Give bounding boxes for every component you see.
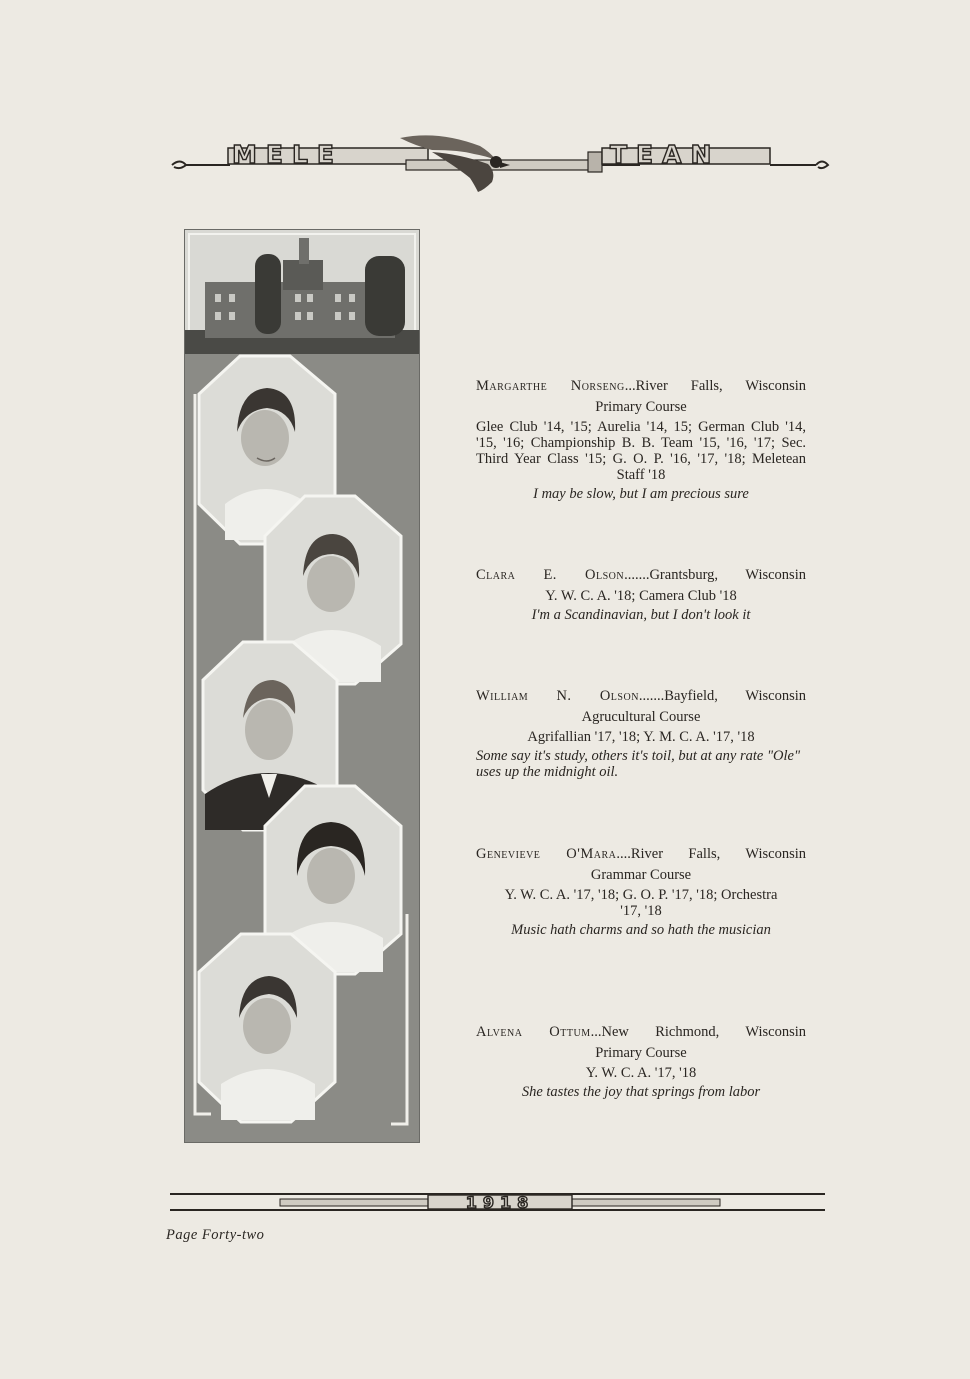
entry-activities: Agrifallian '17, '18; Y. M. C. A. '17, '18 (527, 729, 755, 745)
entry-william-olson: William N. Olson.......Bayfield, Wisconsin Agrucultural Course Agrifallian '17, '18; Y. M. C. A. '17, '18 Some say it's study, others it's toil, but at any rate "Ole" uses up the midnight oil. (476, 688, 806, 780)
entry-hometown: River Falls, Wisconsin (630, 846, 806, 862)
entry-norseng: Margarthe Norseng...River Falls, Wisconsin Primary Course Glee Club '14, '15; Aurelia '14, 15; German Club '14, '15, '16; Championship B. B. Team '15, '16, '17; Sec. Third Year Class '15; G. O. P. '16, '17, '18; Meletean Staff '18 I may be slow, but I am precious sure (476, 378, 806, 502)
meletean-banner (170, 132, 830, 194)
footer-year: 1918 (465, 1193, 535, 1212)
banner-left-word: MELE (232, 140, 343, 169)
entry-course: Primary Course (595, 1045, 687, 1061)
entry-name: William N. Olson (476, 688, 639, 704)
entry-course: Agrucultural Course (581, 709, 701, 725)
entry-activities: Y. W. C. A. '17, '18; G. O. P. '17, '18; Orchestra '17, '18 (504, 887, 778, 919)
entry-genevieve-omara: Genevieve O'Mara....River Falls, Wisconsin Grammar Course Y. W. C. A. '17, '18; G. O. P. '17, '18; Orchestra '17, '18 Music hath charms and so hath the musician (476, 846, 806, 938)
campus-building-photo (185, 230, 419, 354)
entry-hometown: New Richmond, Wisconsin (601, 1024, 806, 1040)
entry-quote: I'm a Scandinavian, but I don't look it (531, 607, 751, 623)
entry-alvena-ottum: Alvena Ottum...New Richmond, Wisconsin Primary Course Y. W. C. A. '17, '18 She tastes the joy that springs from labor (476, 1024, 806, 1100)
entry-course: Primary Course (595, 399, 687, 415)
entry-name: Alvena Ottum (476, 1024, 591, 1040)
portrait-collage (185, 354, 419, 1142)
entry-quote: Music hath charms and so hath the musician (511, 922, 771, 938)
banner-right-word: TEAN (610, 140, 721, 169)
entry-hometown: Grantsburg, Wisconsin (649, 567, 806, 583)
year-banner (170, 1190, 825, 1214)
entry-activities: Y. W. C. A. '18; Camera Club '18 (545, 588, 737, 604)
entry-name: Genevieve O'Mara (476, 846, 617, 862)
entry-name: Clara E. Olson (476, 567, 625, 583)
entry-hometown: River Falls, Wisconsin (635, 378, 806, 394)
entry-course: Grammar Course (590, 867, 692, 883)
footer-year-banner (170, 1190, 825, 1214)
entry-activities: Glee Club '14, '15; Aurelia '14, 15; German Club '14, '15, '16; Championship B. B. Team '15, '16, '17; Sec. Third Year Class '15; G. O. P. '16, '17, '18; Meletean Staff '18 (476, 419, 806, 483)
page-number: Page Forty-two (166, 1227, 265, 1243)
entry-clara-olson: Clara E. Olson.......Grantsburg, Wisconsin Y. W. C. A. '18; Camera Club '18 I'm a Scandinavian, but I don't look it (476, 567, 806, 623)
entry-activities: Y. W. C. A. '17, '18 (585, 1065, 697, 1081)
entry-quote: Some say it's study, others it's toil, but at any rate "Ole" uses up the midnight oil. (476, 748, 801, 780)
entry-quote: She tastes the joy that springs from labor (521, 1084, 761, 1100)
entry-name: Margarthe Norseng (476, 378, 625, 394)
photo-strip (184, 229, 420, 1143)
entry-hometown: Bayfield, Wisconsin (664, 688, 806, 704)
portrait-alvena-ottum (199, 934, 335, 1122)
page-header-banner (170, 132, 830, 194)
entry-quote: I may be slow, but I am precious sure (533, 486, 749, 502)
